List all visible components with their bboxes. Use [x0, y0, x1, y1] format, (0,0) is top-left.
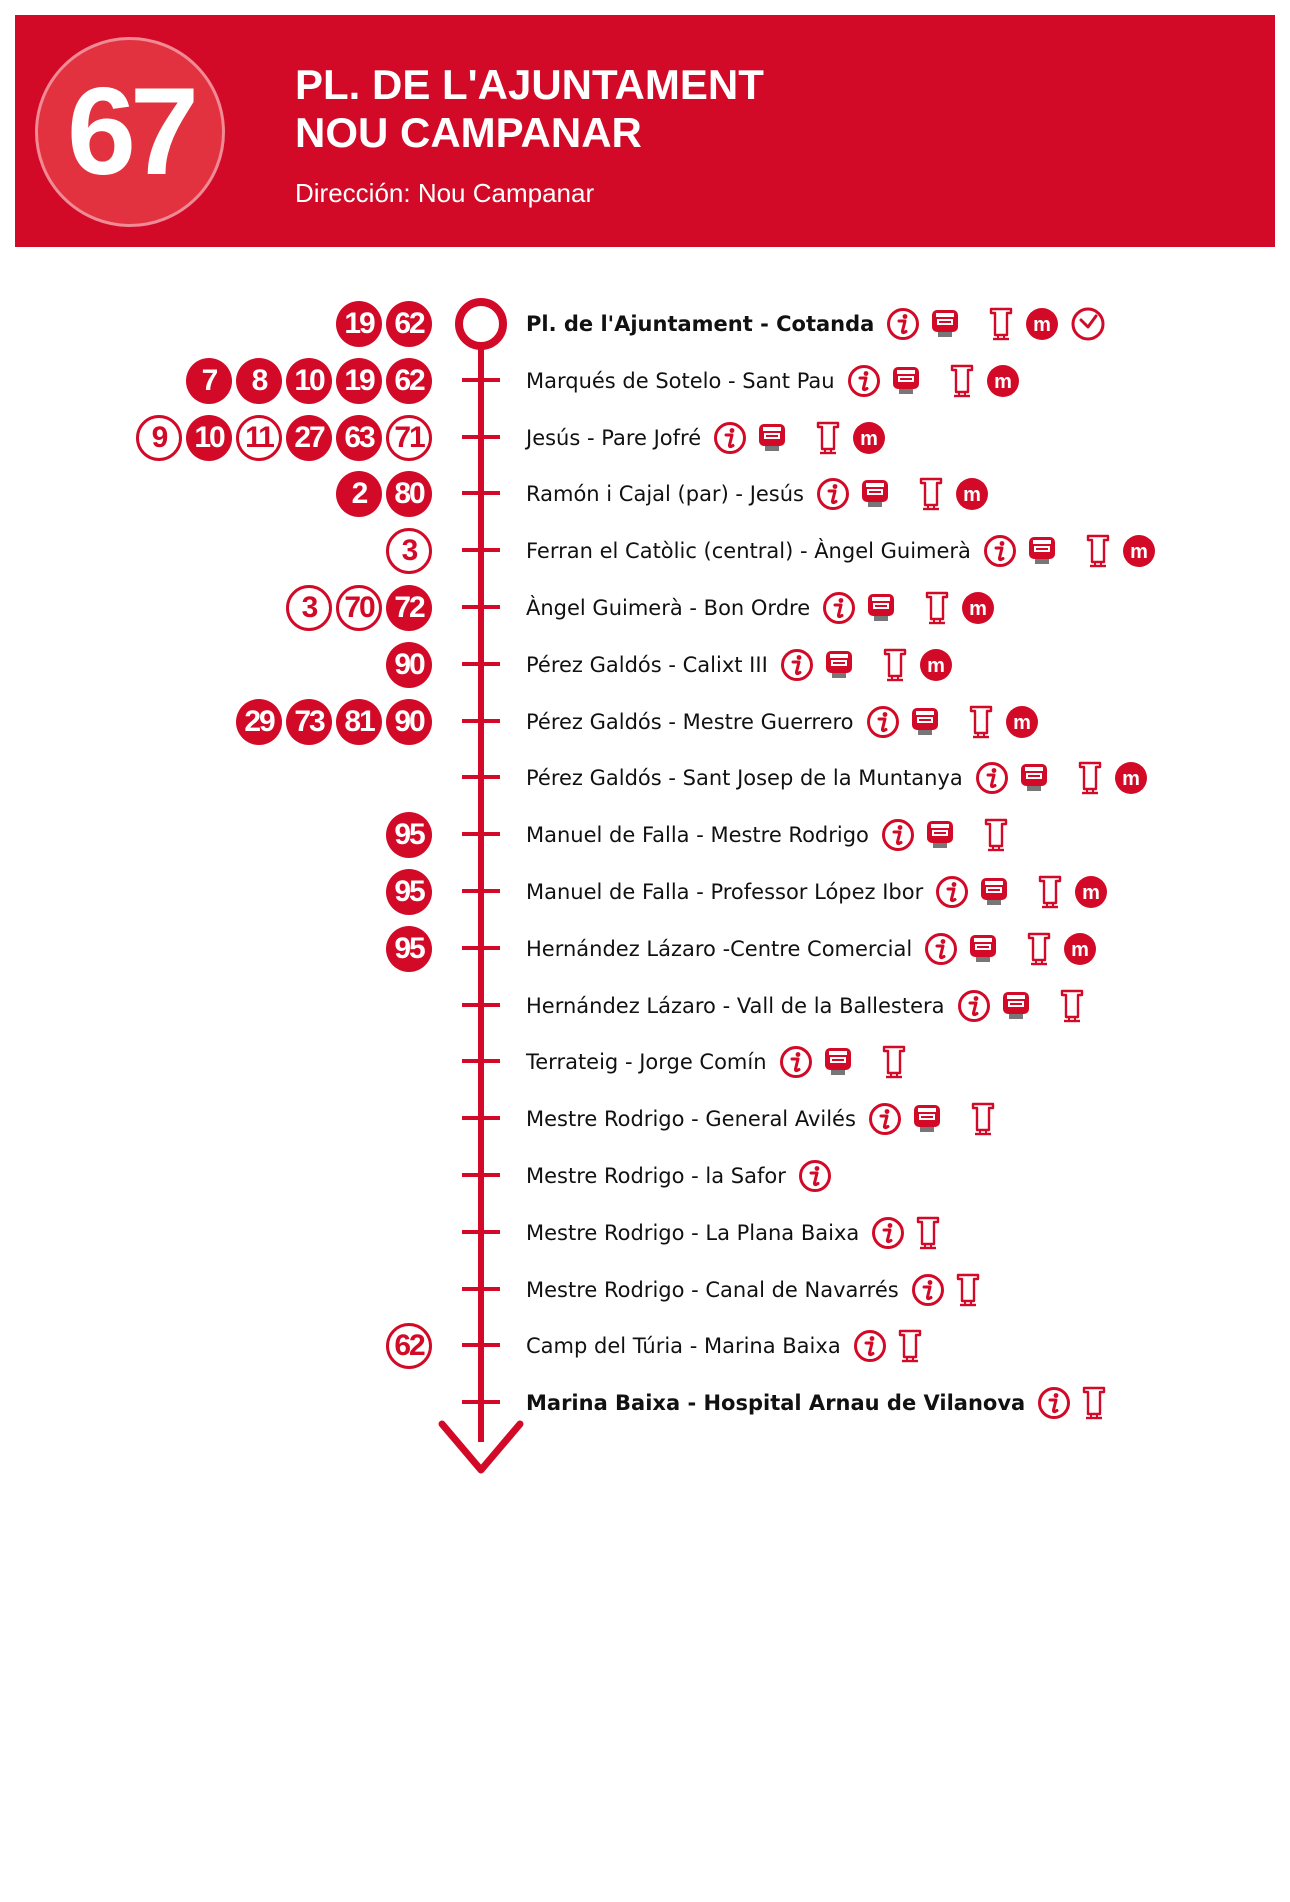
- ticket-machine-icon: [1001, 991, 1031, 1021]
- stop-info: [526, 355, 1031, 407]
- bus-shelter-icon: [815, 420, 841, 456]
- stop-tick: [462, 1003, 500, 1007]
- stop-amenities: [1037, 1385, 1117, 1421]
- connection-lines: [386, 869, 432, 915]
- stop-info: [526, 866, 1119, 918]
- ticket-machine-icon: [930, 309, 960, 339]
- route-title-line2: NOU CAMPANAR: [295, 109, 642, 156]
- bus-shelter-icon: [968, 704, 994, 740]
- stop-tick: [462, 1287, 500, 1291]
- stop-row: [0, 298, 1290, 350]
- stop-info: [526, 525, 1167, 577]
- stop-amenities: [853, 1328, 933, 1364]
- stop-info: [526, 980, 1095, 1032]
- connection-line-badge[interactable]: 90: [386, 642, 432, 688]
- stop-amenities: [866, 704, 1050, 740]
- info-icon: [853, 1329, 887, 1363]
- svg-text:m: m: [963, 484, 981, 507]
- info-icon: [779, 1045, 813, 1079]
- svg-text:m: m: [969, 598, 988, 620]
- clock-icon: [1070, 306, 1106, 342]
- connection-lines: [386, 528, 432, 574]
- stop-name[interactable]: Pérez Galdós - Calixt III: [526, 652, 768, 677]
- stop-info: [526, 1036, 917, 1088]
- info-icon: [1037, 1386, 1071, 1420]
- connection-line-badge[interactable]: 72: [386, 585, 432, 631]
- stop-amenities: [911, 1272, 991, 1308]
- bus-shelter-icon: [1026, 931, 1052, 967]
- metro-icon: [1004, 704, 1040, 740]
- stop-row: [0, 1377, 1290, 1429]
- stop-row: [0, 1150, 1290, 1202]
- info-icon: [975, 761, 1009, 795]
- connection-lines: [286, 585, 432, 631]
- connection-line-badge[interactable]: 7: [186, 358, 232, 404]
- stop-info: [526, 1377, 1117, 1429]
- stop-name[interactable]: Pérez Galdós - Mestre Guerrero: [526, 709, 854, 734]
- stop-amenities: [780, 647, 964, 683]
- svg-text:m: m: [1071, 938, 1090, 961]
- stop-row: [0, 639, 1290, 691]
- stop-info: [526, 923, 1108, 975]
- bus-shelter-icon: [1085, 533, 1111, 569]
- svg-text:m: m: [1012, 711, 1031, 734]
- stop-name[interactable]: Hernández Lázaro -Centre Comercial: [526, 936, 913, 961]
- stop-row: [0, 1036, 1290, 1088]
- ticket-machine-icon: [910, 707, 940, 737]
- stop-amenities: [847, 363, 1031, 399]
- svg-text:m: m: [1121, 768, 1140, 791]
- stop-info: [526, 639, 964, 691]
- stop-tick: [462, 1400, 500, 1404]
- metro-icon: [1073, 874, 1109, 910]
- connection-line-badge[interactable]: 73: [286, 699, 332, 745]
- info-icon: [924, 932, 958, 966]
- connection-line-badge[interactable]: 95: [386, 812, 432, 858]
- bus-shelter-icon: [955, 1272, 981, 1308]
- connection-lines: [236, 699, 432, 745]
- stop-row: [0, 980, 1290, 1032]
- connection-line-badge[interactable]: 19: [336, 301, 382, 347]
- stop-name[interactable]: Ramón i Cajal (par) - Jesús: [526, 482, 804, 507]
- connection-line-badge[interactable]: 71: [386, 415, 432, 461]
- stop-row: [0, 468, 1290, 520]
- connection-line-badge[interactable]: 9: [136, 415, 182, 461]
- svg-text:m: m: [860, 427, 879, 450]
- stop-tick: [462, 1343, 500, 1347]
- route-title: [295, 61, 764, 157]
- connection-lines: [186, 358, 432, 404]
- stop-name[interactable]: Mestre Rodrigo - Canal de Navarrés: [526, 1277, 899, 1302]
- connection-line-badge[interactable]: 29: [236, 699, 282, 745]
- stop-amenities: [816, 476, 1000, 512]
- metro-icon: [985, 363, 1021, 399]
- stop-amenities: [871, 1215, 951, 1251]
- connection-line-badge[interactable]: 81: [336, 699, 382, 745]
- stop-name[interactable]: Pérez Galdós - Sant Josep de la Muntanya: [526, 766, 963, 791]
- connection-line-badge[interactable]: 95: [386, 926, 432, 972]
- stop-name[interactable]: Jesús - Pare Jofré: [526, 425, 702, 450]
- ticket-machine-icon: [823, 1047, 853, 1077]
- stop-info: [526, 298, 1116, 350]
- stop-name[interactable]: Camp del Túria - Marina Baixa: [526, 1334, 841, 1359]
- stop-name[interactable]: Mestre Rodrigo - la Safor: [526, 1164, 786, 1188]
- ticket-machine-icon: [979, 877, 1009, 907]
- connection-lines: [386, 1323, 432, 1369]
- bus-shelter-icon: [1059, 988, 1085, 1024]
- stop-info: [526, 696, 1050, 748]
- metro-icon: [918, 647, 954, 683]
- stop-row: [0, 809, 1290, 861]
- info-icon: [847, 364, 881, 398]
- route-number-badge: 67: [35, 37, 225, 227]
- stop-name[interactable]: Mestre Rodrigo - General Avilés: [526, 1107, 856, 1132]
- stop-name[interactable]: Hernández Lázaro - Vall de la Ballestera: [526, 993, 945, 1018]
- stop-tick: [462, 1230, 500, 1234]
- connection-line-badge[interactable]: 62: [386, 301, 432, 347]
- ticket-machine-icon: [925, 820, 955, 850]
- info-icon: [780, 648, 814, 682]
- stop-info: [526, 1207, 951, 1259]
- stop-tick: [462, 1116, 500, 1120]
- info-icon: [866, 705, 900, 739]
- stop-name[interactable]: Manuel de Falla - Mestre Rodrigo: [526, 823, 869, 848]
- stop-row: [0, 1320, 1290, 1372]
- stop-amenities: [983, 533, 1167, 569]
- stop-info: [526, 582, 1006, 634]
- connection-line-badge[interactable]: 3: [286, 585, 332, 631]
- svg-text:m: m: [1033, 314, 1052, 336]
- bus-shelter-icon: [918, 476, 944, 512]
- stop-amenities: [886, 306, 1116, 342]
- connection-lines: [336, 301, 432, 347]
- stop-amenities: [935, 874, 1119, 910]
- info-icon: [871, 1216, 905, 1250]
- stop-row: [0, 1264, 1290, 1316]
- connection-line-badge[interactable]: 62: [386, 1323, 432, 1369]
- connection-lines: [336, 471, 432, 517]
- connection-line-badge[interactable]: 3: [386, 528, 432, 574]
- info-icon: [911, 1273, 945, 1307]
- stop-row: [0, 412, 1290, 464]
- stop-name[interactable]: Marina Baixa - Hospital Arnau de Vilanova: [526, 1391, 1026, 1416]
- stop-tick: [462, 548, 500, 552]
- stop-row: [0, 1093, 1290, 1145]
- stop-amenities: [713, 420, 897, 456]
- connection-line-badge[interactable]: 95: [386, 869, 432, 915]
- info-icon: [713, 421, 747, 455]
- connection-line-badge[interactable]: 2: [336, 471, 382, 517]
- stop-name[interactable]: Pl. de l'Ajuntament - Cotanda: [526, 312, 875, 336]
- stop-tick: [462, 605, 500, 609]
- connection-line-badge[interactable]: 70: [336, 585, 382, 631]
- stop-tick: [462, 1173, 500, 1177]
- info-icon: [886, 307, 920, 341]
- bus-shelter-icon: [924, 590, 950, 626]
- stop-tick: [462, 889, 500, 893]
- metro-icon: [1024, 306, 1060, 342]
- stop-info: [526, 1320, 933, 1372]
- bus-shelter-icon: [1037, 874, 1063, 910]
- bus-shelter-icon: [915, 1215, 941, 1251]
- connection-line-badge[interactable]: 10: [186, 415, 232, 461]
- info-icon: [822, 591, 856, 625]
- metro-icon: [1113, 760, 1149, 796]
- info-icon: [868, 1102, 902, 1136]
- stop-info: [526, 1093, 1006, 1145]
- ticket-machine-icon: [824, 650, 854, 680]
- info-icon: [816, 477, 850, 511]
- connection-line-badge[interactable]: 80: [386, 471, 432, 517]
- stop-row: [0, 923, 1290, 975]
- bus-shelter-icon: [881, 1044, 907, 1080]
- stop-info: [526, 1150, 842, 1202]
- stop-row: [0, 1207, 1290, 1259]
- stop-row: [0, 752, 1290, 804]
- stop-info: [526, 752, 1159, 804]
- svg-text:m: m: [926, 654, 945, 677]
- metro-icon: [1121, 533, 1157, 569]
- stop-tick: [462, 378, 500, 382]
- stop-name[interactable]: Marqués de Sotelo - Sant Pau: [526, 368, 835, 393]
- stop-amenities: [822, 590, 1006, 626]
- route-title-line1: PL. DE L'AJUNTAMENT: [295, 61, 764, 108]
- metro-icon: [954, 476, 990, 512]
- stop-name[interactable]: Ferran el Catòlic (central) - Àngel Guimerà: [526, 539, 971, 564]
- connection-line-badge[interactable]: 8: [236, 358, 282, 404]
- bus-shelter-icon: [882, 647, 908, 683]
- stop-row: [0, 525, 1290, 577]
- stop-info: [526, 468, 1000, 520]
- svg-text:m: m: [993, 370, 1012, 393]
- stop-amenities: [868, 1101, 1006, 1137]
- stop-tick: [462, 662, 500, 666]
- info-icon: [881, 818, 915, 852]
- connection-line-badge[interactable]: 19: [336, 358, 382, 404]
- stop-amenities: [924, 931, 1108, 967]
- bus-shelter-icon: [988, 306, 1014, 342]
- stop-amenities: [779, 1044, 917, 1080]
- stop-row: [0, 696, 1290, 748]
- connection-lines: [136, 415, 432, 461]
- stop-name[interactable]: Àngel Guimerà - Bon Ordre: [526, 596, 811, 620]
- stop-amenities: [798, 1159, 842, 1193]
- stop-info: [526, 809, 1019, 861]
- info-icon: [798, 1159, 832, 1193]
- bus-shelter-icon: [970, 1101, 996, 1137]
- bus-shelter-icon: [1077, 760, 1103, 796]
- stop-tick: [462, 719, 500, 723]
- stop-row: [0, 582, 1290, 634]
- svg-text:m: m: [1082, 882, 1101, 904]
- metro-icon: [960, 590, 996, 626]
- info-icon: [957, 989, 991, 1023]
- route-direction: Dirección: Nou Campanar: [295, 178, 595, 208]
- bus-shelter-icon: [949, 363, 975, 399]
- ticket-machine-icon: [866, 593, 896, 623]
- stop-info: [526, 1264, 991, 1316]
- connection-line-badge[interactable]: 10: [286, 358, 332, 404]
- stop-amenities: [975, 760, 1159, 796]
- ticket-machine-icon: [912, 1104, 942, 1134]
- ticket-machine-icon: [891, 366, 921, 396]
- stop-tick: [462, 775, 500, 779]
- stop-amenities: [881, 817, 1019, 853]
- connection-line-badge[interactable]: 90: [386, 699, 432, 745]
- metro-icon: [1062, 931, 1098, 967]
- connection-line-badge[interactable]: 11: [236, 415, 282, 461]
- connection-lines: [386, 812, 432, 858]
- stop-row: [0, 355, 1290, 407]
- bus-shelter-icon: [983, 817, 1009, 853]
- bus-shelter-icon: [897, 1328, 923, 1364]
- stop-name[interactable]: Mestre Rodrigo - La Plana Baixa: [526, 1220, 860, 1245]
- route-header: [15, 15, 1275, 247]
- connection-lines: [386, 642, 432, 688]
- metro-icon: [851, 420, 887, 456]
- info-icon: [983, 534, 1017, 568]
- stop-tick: [462, 1059, 500, 1063]
- connection-line-badge[interactable]: 27: [286, 415, 332, 461]
- stop-info: [526, 412, 897, 464]
- bus-shelter-icon: [1081, 1385, 1107, 1421]
- stop-name[interactable]: Manuel de Falla - Professor López Ibor: [526, 880, 924, 904]
- stop-row: [0, 866, 1290, 918]
- stop-amenities: [957, 988, 1095, 1024]
- ticket-machine-icon: [1027, 536, 1057, 566]
- ticket-machine-icon: [968, 934, 998, 964]
- stop-tick: [462, 946, 500, 950]
- stop-tick: [462, 832, 500, 836]
- ticket-machine-icon: [757, 423, 787, 453]
- stop-tick: [462, 435, 500, 439]
- stop-tick: [462, 491, 500, 495]
- ticket-machine-icon: [860, 479, 890, 509]
- connection-line-badge[interactable]: 62: [386, 358, 432, 404]
- stop-name[interactable]: Terrateig - Jorge Comín: [526, 1050, 767, 1075]
- info-icon: [935, 875, 969, 909]
- connection-lines: [386, 926, 432, 972]
- connection-line-badge[interactable]: 63: [336, 415, 382, 461]
- ticket-machine-icon: [1019, 763, 1049, 793]
- svg-text:m: m: [1130, 541, 1148, 564]
